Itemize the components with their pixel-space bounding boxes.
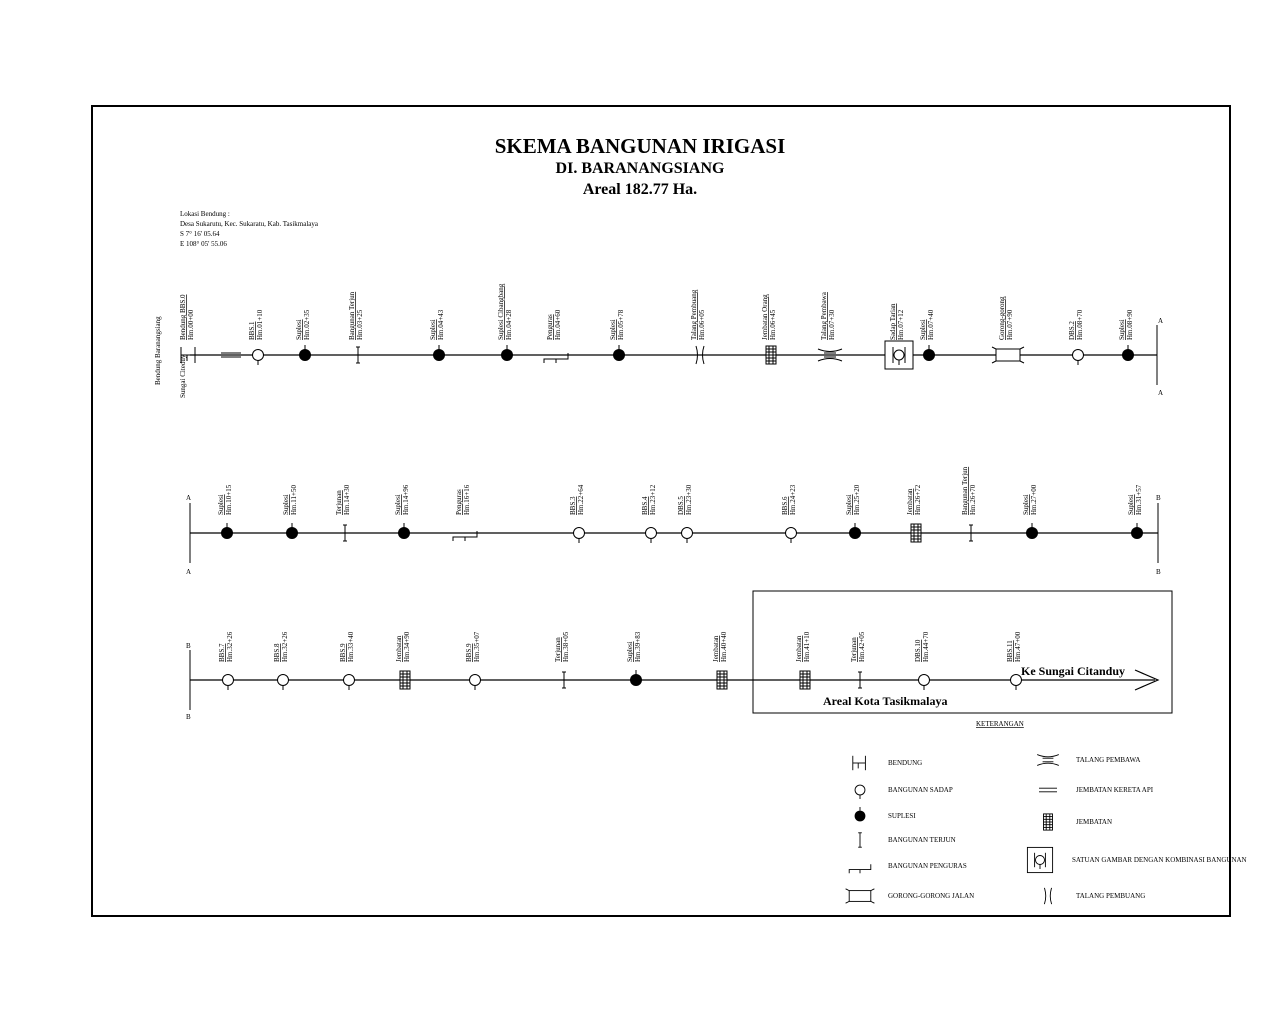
gorong-symbol (992, 347, 1024, 363)
structure-label: BBS.11Hm.47+00 (1006, 631, 1022, 662)
jembatan-symbol (911, 524, 921, 542)
structure-label: SuplesiHm.02+35 (295, 309, 311, 340)
structure-label: BBS.3Hm.22+64 (569, 484, 585, 515)
structure-label: Jembatan OrangHm.06+45 (761, 294, 777, 340)
legend-label: BANGUNAN TERJUN (888, 836, 956, 844)
suplesi-symbol (613, 345, 625, 361)
structure-label: SuplesiHm.25+20 (845, 484, 861, 515)
legend-label: SATUAN GAMBAR DENGAN KOMBINASI BANGUNAN (1072, 856, 1247, 864)
area-label: Areal 182.77 Ha. (582, 181, 698, 198)
pembawa-symbol (1037, 755, 1059, 766)
structure-label: Bendung BBS.0Hm.00+00 (179, 294, 195, 340)
marker-label: B (1156, 568, 1161, 576)
legend-label: JEMBATAN KERETA API (1076, 786, 1154, 794)
structure-label: SuplesiHm.07+40 (919, 309, 935, 340)
sadap-symbol (919, 675, 930, 691)
structure-label: Sadap TarianHm.07+12 (889, 303, 905, 340)
suplesi-symbol (855, 807, 866, 821)
structure-label: SuplesiHm.10+15 (217, 484, 233, 515)
gorong-symbol (846, 889, 875, 903)
structure-label: SuplesiHm.27+00 (1022, 484, 1038, 515)
jembatan-symbol (717, 671, 727, 689)
structure-label: DBS.2Hm.08+70 (1068, 309, 1084, 340)
legend-label: TALANG PEMBAWA (1076, 756, 1141, 764)
legend-label: JEMBATAN (1076, 818, 1112, 826)
structure-label: SuplesiHm.14+96 (394, 484, 410, 515)
legend-label: TALANG PEMBUANG (1076, 892, 1146, 900)
suplesi-symbol (923, 345, 935, 361)
location-line: S 7° 16' 05.64 (180, 230, 220, 238)
structure-label: PengurasHm.16+16 (455, 484, 471, 515)
suplesi-symbol (501, 345, 513, 361)
marker-label: B (186, 642, 191, 650)
structure-label: BBS.1Hm.01+10 (248, 309, 264, 340)
structure-label: Suplesi CibangbangHm.04+28 (497, 283, 513, 340)
legend-label: BENDUNG (888, 759, 923, 767)
structure-label: PengurasHm.04+60 (546, 309, 562, 340)
structure-label: Talang PembuangHm.06+05 (690, 289, 706, 340)
suplesi-symbol (849, 523, 861, 539)
terjun-symbol (858, 833, 862, 847)
marker-label: A (186, 568, 192, 576)
legend-label: GORONG-GORONG JALAN (888, 892, 975, 900)
legend-label: BANGUNAN PENGURAS (888, 862, 967, 870)
structure-label: Gorong-gorongHm.07+90 (998, 296, 1014, 340)
suplesi-symbol (1122, 345, 1134, 361)
sadap-symbol (1011, 675, 1022, 691)
suplesi-symbol (630, 670, 642, 686)
suplesi-symbol (286, 523, 298, 539)
sadap-symbol (855, 785, 865, 799)
structure-label: SuplesiHm.08+90 (1118, 309, 1134, 340)
structure-label: SuplesiHm.31+57 (1127, 484, 1143, 515)
structure-label: JembatanHm.41+10 (795, 631, 811, 662)
city-area-label: Areal Kota Tasikmalaya (823, 694, 948, 708)
structure-label: SuplesiHm.04+43 (429, 309, 445, 340)
structure-label: TerjunanHm.42+05 (850, 631, 866, 662)
satuan-symbol (885, 341, 913, 369)
row2-structures (217, 466, 1143, 543)
location-line: Desa Sukarutu, Kec. Sukaratu, Kab. Tasikmalaya (180, 220, 318, 228)
sadap-symbol (253, 350, 264, 366)
legend-label: BANGUNAN SADAP (888, 786, 953, 794)
satuan-symbol (1027, 847, 1052, 872)
suplesi-symbol (1026, 523, 1038, 539)
structure-label: BBS.8Hm.32+26 (273, 631, 289, 662)
structure-label: DBS.5Hm.23+30 (677, 484, 693, 515)
sadap-symbol (470, 675, 481, 691)
suplesi-symbol (398, 523, 410, 539)
diagram-subtitle: DI. BARANANGSIANG (555, 160, 725, 177)
structure-label: BBS.4Hm.23+12 (641, 484, 657, 515)
river-destination-label: Ke Sungai Citanduy (1021, 664, 1126, 678)
structure-label: BBS.7Hm.32+26 (218, 631, 234, 662)
diagram-title: SKEMA BANGUNAN IRIGASI (494, 134, 786, 158)
marker-label: A (1158, 317, 1164, 325)
suplesi-symbol (433, 345, 445, 361)
jembatan-symbol (1044, 814, 1053, 830)
sadap-symbol (344, 675, 355, 691)
row3-structures (218, 631, 1022, 690)
location-line: E 108° 05' 55.06 (180, 240, 227, 248)
sadap-symbol (1073, 350, 1084, 366)
structure-label: Bangunan TerjunHm.03+25 (348, 291, 364, 340)
legend-title: KETERANGAN (976, 720, 1024, 728)
structure-label: SuplesiHm.39+83 (626, 631, 642, 662)
marker-label: A (1158, 389, 1164, 397)
pembuang-symbol (1044, 888, 1051, 904)
sadap-symbol (223, 675, 234, 691)
sadap-symbol (682, 528, 693, 544)
bendung-symbol (853, 756, 866, 770)
structure-label: BBS.9Hm.35+07 (465, 631, 481, 662)
marker-label: B (186, 713, 191, 721)
sadap-symbol (574, 528, 585, 544)
structure-label: JembatanHm.40+40 (712, 631, 728, 662)
river-name-label: Sungai Citeduy (179, 354, 187, 398)
suplesi-symbol (299, 345, 311, 361)
structure-label: Talang PembawaHm.07+30 (820, 292, 836, 340)
legend-label: SUPLESI (888, 812, 916, 820)
structure-label: BBS.9Hm.33+40 (339, 631, 355, 662)
structure-label: SuplesiHm.11+50 (282, 485, 298, 515)
structure-label: SuplesiHm.05+78 (609, 309, 625, 340)
marker-label: B (1156, 494, 1161, 502)
weir-name-label: Bendung Baranangsiang (154, 316, 162, 385)
jembatan-symbol (400, 671, 410, 689)
structure-label: TerjunanHm.14+30 (335, 484, 351, 515)
structure-label: BBS.6Hm.24+23 (781, 484, 797, 515)
structure-label: DBS.10Hm.44+70 (914, 631, 930, 662)
structure-label: TerjunanHm.38+05 (554, 631, 570, 662)
legend (846, 755, 1247, 905)
jembatan-symbol (800, 671, 810, 689)
suplesi-symbol (1131, 523, 1143, 539)
row1-structures (179, 283, 1134, 369)
sadap-symbol (278, 675, 289, 691)
structure-label: JembatanHm.34+90 (395, 631, 411, 662)
sadap-symbol (646, 528, 657, 544)
structure-label: Bangunan TerjunHm.26+70 (961, 466, 977, 515)
city-area-box (753, 591, 1172, 713)
location-header: Lokasi Bendung : (180, 210, 230, 218)
suplesi-symbol (221, 523, 233, 539)
jembatan-symbol (766, 346, 776, 364)
jembatan-ka-symbol (1039, 788, 1057, 792)
sadap-symbol (786, 528, 797, 544)
marker-label: A (186, 494, 192, 502)
penguras-symbol (849, 864, 871, 873)
structure-label: JembatanHm.26+72 (906, 484, 922, 515)
